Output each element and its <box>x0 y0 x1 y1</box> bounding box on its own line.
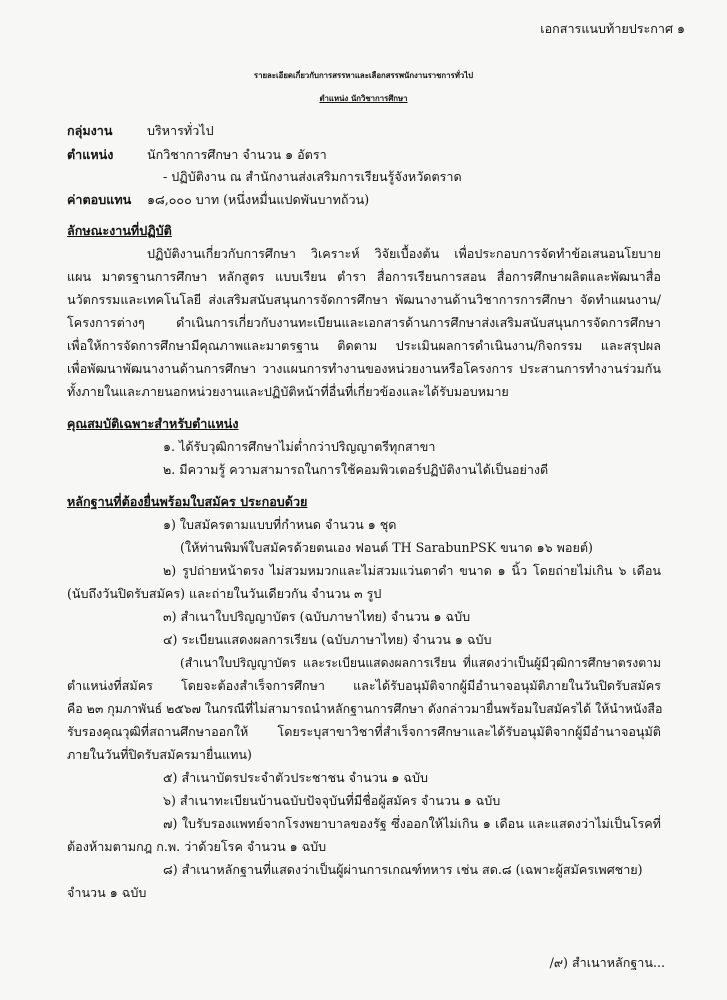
duty-line: ทั้งภายในและภายนอกหน่วยงานและปฏิบัติหน้าที่อื่นที่เกี่ยวข้องและได้รับมอบหมาย <box>67 384 509 399</box>
documents-heading: หลักฐานที่ต้องยื่นพร้อมใบสมัคร ประกอบด้วย <box>67 494 308 509</box>
document-item-cont: (นับถึงวันปิดรับสมัคร) และถ่ายในวันเดียวกัน จำนวน ๓ รูป <box>67 586 382 601</box>
continuation-note: /๙) สำเนาหลักฐาน... <box>549 955 665 970</box>
duty-line: แผน มาตรฐานการศึกษา หลักสูตร แบบเรียน ตำรา สื่อการเรียนการสอน สื่อการศึกษาผลิตและพัฒนาสื่อ <box>67 269 661 284</box>
qualification-item: ๒. มีความรู้ ความสามารถในการใช้คอมพิวเตอร์ปฏิบัติงานได้เป็นอย่างดี <box>163 462 549 477</box>
group-value: บริหารทั่วไป <box>147 123 214 138</box>
document-item-cont: ต้องห้ามตามกฎ ก.พ. ว่าด้วยโรค จำนวน ๑ ฉบับ <box>67 839 327 854</box>
document-item: ๘) สำเนาหลักฐานที่แสดงว่าเป็นผู้ผ่านการเกณฑ์ทหาร เช่น สด.๘ (เฉพาะผู้สมัครเพศชาย) <box>163 862 643 877</box>
duty-line: เพื่อพัฒนาพัฒนางานด้านการศึกษา วางแผนการทำงานของหน่วยงานหรือโครงการ ประสานการทำงานร่วมกัน <box>67 361 661 376</box>
duties-heading: ลักษณะงานที่ปฏิบัติ <box>67 223 172 238</box>
position-value: นักวิชาการศึกษา จำนวน ๑ อัตรา <box>147 147 327 162</box>
qualifications-heading: คุณสมบัติเฉพาะสำหรับตำแหน่ง <box>67 416 239 431</box>
document-item-note: ภายในวันที่ปิดรับสมัครมายื่นแทน) <box>67 747 252 762</box>
document-item-note: รับรองคุณวุฒิที่สถานศึกษาออกให้ โดยระบุสาขาวิชาที่สำเร็จการศึกษาและได้รับอนุมัติจากผู้มีอำนาจอนุมัติ <box>67 724 661 739</box>
duty-line: เพื่อให้การจัดการศึกษามีคุณภาพและมาตรฐาน ติดตาม ประเมินผลการดำเนินงาน/กิจกรรม และสรุปผล <box>67 338 661 353</box>
position-location: - ปฏิบัติงาน ณ สำนักงานส่งเสริมการเรียนรู้จังหวัดตราด <box>163 169 462 184</box>
document-item: ๒) รูปถ่ายหน้าตรง ไม่สวมหมวกและไม่สวมแว่นตาดำ ขนาด ๑ นิ้ว โดยถ่ายไม่เกิน ๖ เดือน <box>163 563 661 578</box>
duty-line: ปฏิบัติงานเกี่ยวกับการศึกษา วิเคราะห์ วิจัยเบื้องต้น เพื่อประกอบการจัดทำข้อเสนอนโยบาย <box>147 246 661 261</box>
document-item-cont: จำนวน ๑ ฉบับ <box>67 885 147 900</box>
document-item: ๗) ใบรับรองแพทย์จากโรงพยาบาลของรัฐ ซึ่งออกให้ไม่เกิน ๑ เดือน และแสดงว่าไม่เป็นโรคที่ <box>163 816 661 831</box>
document-item-note: คือ ๒๓ กุมภาพันธ์ ๒๕๖๗ ในกรณีที่ไม่สามารถนำหลักฐานการศึกษา ดังกล่าวมายื่นพร้อมใบสมัครได้ ให้นำหนังสือ <box>67 701 663 716</box>
pay-value: ๑๘,๐๐๐ บาท (หนึ่งหมื่นแปดพันบาทถ้วน) <box>147 192 370 207</box>
document-item: ๖) สำเนาทะเบียนบ้านฉบับปัจจุบันที่มีชื่อผู้สมัคร จำนวน ๑ ฉบับ <box>163 793 501 808</box>
document-item: ๑) ใบสมัครตามแบบที่กำหนด จำนวน ๑ ชุด <box>163 517 397 532</box>
duty-line: นวัตกรรมและเทคโนโลยี ส่งเสริมสนับสนุนการจัดการศึกษา พัฒนางานด้านวิชาการการศึกษา จัดทำแผนงาน/ <box>67 292 661 307</box>
document-item-note: (สำเนาใบปริญญาบัตร และระเบียนแสดงผลการเรียน ที่แสดงว่าเป็นผู้มีวุฒิการศึกษาตรงตาม <box>180 656 661 670</box>
qualification-item: ๑. ได้รับวุฒิการศึกษาไม่ต่ำกว่าปริญญาตรีทุกสาขา <box>163 439 436 454</box>
position-title: ตำแหน่ง นักวิชาการศึกษา <box>319 94 408 103</box>
pay-label: ค่าตอบแทน <box>67 192 132 207</box>
duty-line: โครงการต่างๆ ดำเนินการเกี่ยวกับงานทะเบียนและเอกสารด้านการศึกษาส่งเสริมสนับสนุนการจัดการศึกษา <box>67 315 661 330</box>
document-item-note: ตำแหน่งที่สมัคร โดยจะต้องสำเร็จการศึกษา และได้รับอนุมัติจากผู้มีอำนาจอนุมัติภายในวันปิดรับสมัคร <box>67 678 661 693</box>
document-item: ๔) ระเบียนแสดงผลการเรียน (ฉบับภาษาไทย) จำนวน ๑ ฉบับ <box>163 632 492 647</box>
attachment-note: เอกสารแนบท้ายประกาศ ๑ <box>540 21 685 36</box>
document-item: ๕) สำเนาบัตรประจำตัวประชาชน จำนวน ๑ ฉบับ <box>163 770 428 785</box>
position-label: ตำแหน่ง <box>67 147 114 162</box>
document-item-note: (ให้ท่านพิมพ์ใบสมัครด้วยตนเอง ฟอนต์ TH SarabunPSK ขนาด ๑๖ พอยต์) <box>180 540 593 555</box>
group-label: กลุ่มงาน <box>67 123 113 138</box>
document-title: รายละเอียดเกี่ยวกับการสรรหาและเลือกสรรพนักงานราชการทั่วไป <box>253 71 474 80</box>
document-item: ๓) สำเนาใบปริญญาบัตร (ฉบับภาษาไทย) จำนวน ๑ ฉบับ <box>163 609 471 624</box>
